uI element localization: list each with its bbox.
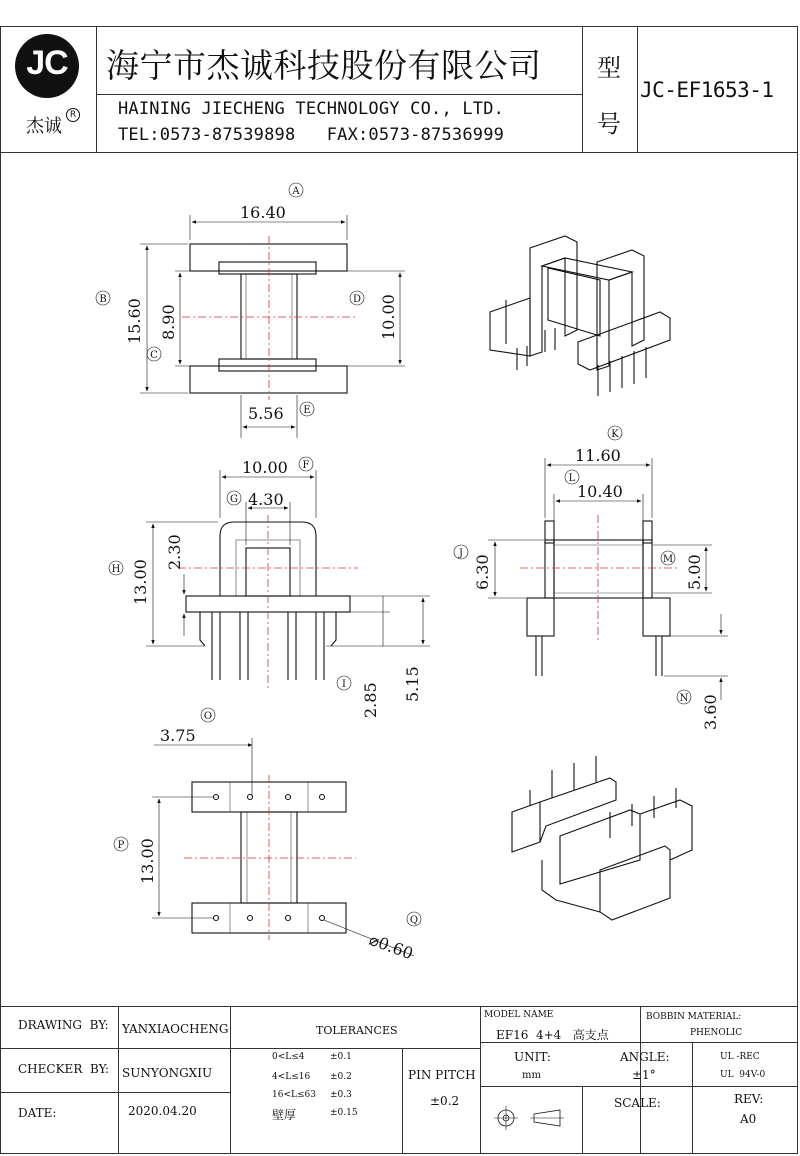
front-view	[146, 470, 430, 690]
company-contact: TEL:0573-87539898 FAX:0573-87536999	[118, 125, 505, 145]
tol-1-value: ±0.1	[330, 1052, 352, 1062]
tol-1-range: 0<L≤4	[272, 1052, 305, 1062]
model-name-value: EF16 4+4 高支点	[496, 1028, 609, 1042]
rev-value: A0	[740, 1112, 757, 1126]
dim-16-40: 16.40	[240, 203, 286, 222]
logo-letters: JC	[26, 44, 68, 82]
label-o: O	[203, 711, 213, 722]
dim-5-00: 5.00	[685, 554, 704, 590]
checker-by-label: CHECKER BY:	[18, 1062, 110, 1076]
label-j: J	[458, 548, 464, 559]
logo-cn-text: 杰诚	[26, 116, 62, 137]
model-label-bottom: 号	[597, 110, 621, 138]
iso-view-top	[490, 236, 670, 396]
bobbin-material-value: PHENOLIC	[690, 1028, 743, 1038]
bottom-view	[152, 738, 414, 956]
unit-value: mm	[522, 1070, 541, 1081]
dim-8-90: 8.90	[159, 304, 178, 340]
label-n: N	[679, 693, 689, 704]
dim-10-40: 10.40	[577, 482, 623, 501]
label-m: M	[662, 554, 674, 565]
dim-6-30: 6.30	[473, 554, 492, 590]
registered-letter: R	[69, 110, 77, 120]
dim-13-00-p: 13.00	[138, 838, 157, 884]
label-p: P	[117, 840, 125, 851]
company-name-en: HAINING JIECHENG TECHNOLOGY CO., LTD.	[118, 99, 505, 119]
dim-3-60: 3.60	[701, 694, 720, 730]
company-name-cn: 海宁市杰诚科技股份有限公司	[106, 46, 542, 85]
dim-15-60: 15.60	[125, 298, 144, 344]
label-g: G	[230, 494, 238, 505]
dim-2-85: 2.85	[361, 682, 380, 718]
tol-3-value: ±0.3	[330, 1090, 352, 1100]
ul-rec: UL -REC	[720, 1052, 760, 1062]
label-k: K	[611, 429, 619, 440]
dim-4-30: 4.30	[248, 490, 284, 509]
drawing-by-value: YANXIAOCHENG	[122, 1022, 229, 1036]
model-name-label: MODEL NAME	[484, 1010, 554, 1020]
label-l: L	[568, 473, 576, 484]
label-h: H	[111, 564, 121, 575]
dim-10-00-f: 10.00	[242, 458, 288, 477]
label-q: Q	[409, 915, 419, 926]
tol-2-range: 4<L≤16	[272, 1072, 311, 1082]
rev-label: REV:	[734, 1092, 764, 1106]
tol-4-value: ±0.15	[330, 1108, 358, 1118]
title-block	[0, 1006, 798, 1154]
label-i: I	[342, 679, 346, 690]
label-e: E	[303, 405, 311, 416]
dim-2-30: 2.30	[165, 534, 184, 570]
tol-3-range: 16<L≤63	[272, 1090, 316, 1100]
iso-view-bottom	[512, 756, 692, 920]
label-d: D	[352, 294, 362, 305]
tol-4-range: 壁厚	[272, 1108, 297, 1122]
model-number: JC-EF1653-1	[640, 78, 774, 102]
pin-pitch-value: ±0.2	[430, 1094, 460, 1108]
dim-5-15: 5.15	[403, 666, 422, 702]
dim-13-00-h: 13.00	[131, 559, 150, 605]
dim-10-00-d: 10.00	[379, 294, 398, 340]
bobbin-material-label: BOBBIN MATERIAL:	[646, 1012, 742, 1022]
unit-label: UNIT:	[514, 1050, 551, 1064]
dim-diameter-0-60: ⌀0.60	[366, 929, 416, 964]
ul-94v: UL 94V-0	[720, 1070, 766, 1080]
checker-by-value: SUNYONGXIU	[122, 1066, 213, 1080]
pin-pitch-label: PIN PITCH	[408, 1068, 476, 1082]
date-label: DATE:	[18, 1106, 57, 1120]
label-f: F	[302, 460, 310, 471]
label-a: A	[292, 186, 300, 197]
angle-value: ±1°	[632, 1068, 656, 1082]
label-c: C	[150, 350, 158, 361]
scale-label: SCALE:	[614, 1096, 661, 1110]
drawing-by-label: DRAWING BY:	[18, 1018, 109, 1032]
label-b: B	[99, 294, 107, 305]
tol-2-value: ±0.2	[330, 1072, 352, 1082]
date-value: 2020.04.20	[128, 1104, 197, 1118]
projection-symbol	[490, 1100, 570, 1136]
tolerances-label: TOLERANCES	[316, 1024, 398, 1037]
dim-11-60: 11.60	[575, 446, 621, 465]
dim-5-56: 5.56	[248, 404, 284, 423]
dim-3-75: 3.75	[160, 726, 196, 745]
model-label-top: 型	[597, 54, 621, 82]
angle-label: ANGLE:	[620, 1050, 670, 1064]
